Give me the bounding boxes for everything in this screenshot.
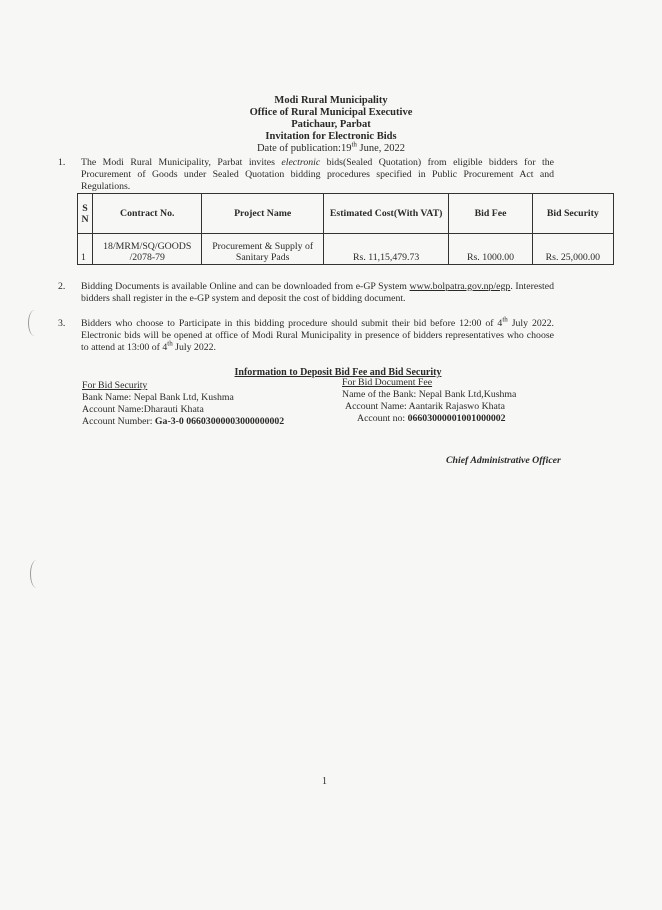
office-location: Patichaur, Parbat xyxy=(291,119,371,130)
egp-link[interactable]: www.bolpatra.gov.np/egp xyxy=(409,281,511,292)
col-contract-no: Contract No. xyxy=(93,194,202,234)
office-name: Office of Rural Municipal Executive xyxy=(249,107,413,118)
bid-security-heading: For Bid Security xyxy=(82,380,148,391)
table-row xyxy=(78,234,614,265)
cell-bid-fee: Rs. 1000.00 xyxy=(449,234,532,265)
clause-3-number: 3. xyxy=(58,318,66,329)
publication-date: Date of publication:19th June, 2022 xyxy=(256,140,406,154)
clause-2-text: Bidding Documents is available Online and can be downloaded from e-GP System www.bolpatra.gov.np/egp. Interested bidders shall register in the e-GP system and deposit the cost of bidding document. xyxy=(81,281,554,305)
cell-contract-no: 18/MRM/SQ/GOODS /2078-79 xyxy=(93,234,202,265)
scan-punch-mark xyxy=(28,310,41,336)
scan-punch-mark xyxy=(30,560,43,588)
bid-security-info xyxy=(82,380,284,428)
col-project-name: Project Name xyxy=(202,194,323,234)
signature-title: Chief Administrative Officer xyxy=(446,455,561,466)
col-sn: S N xyxy=(78,194,93,234)
clause-1-number: 1. xyxy=(58,157,66,168)
bid-security-bank: Bank Name: Nepal Bank Ltd, Kushma xyxy=(82,392,234,403)
bid-fee-bank: Name of the Bank: Nepal Bank Ltd,Kushma xyxy=(342,389,517,400)
bid-table xyxy=(77,193,614,265)
page-number: 1 xyxy=(322,776,327,787)
bid-fee-info xyxy=(342,377,516,425)
cell-project-name: Procurement & Supply of Sanitary Pads xyxy=(202,234,323,265)
table-header-row xyxy=(78,194,614,234)
bid-fee-account-name: Account Name: Aantarik Rajaswo Khata xyxy=(345,401,505,412)
clause-1-text: The Modi Rural Municipality, Parbat invites electronic bids(Sealed Quotation) from eligible bidders for the Procurement of Goods under Sealed Quotation bidding procedures specified in Public Procurement Act and Regulations. xyxy=(81,157,554,193)
deposit-info-title: Information to Deposit Bid Fee and Bid Security xyxy=(234,367,442,378)
bid-security-account-name: Account Name:Dharauti Khata xyxy=(82,404,204,415)
col-bid-fee: Bid Fee xyxy=(449,194,532,234)
col-bid-security: Bid Security xyxy=(532,194,613,234)
cell-bid-security: Rs. 25,000.00 xyxy=(532,234,613,265)
notice-title: Invitation for Electronic Bids xyxy=(265,131,397,142)
bid-security-account-number: Account Number: Ga-3-0 06603000003000000002 xyxy=(82,416,285,427)
clause-3-text: Bidders who choose to Participate in this bidding procedure should submit their bid before 12:00 of 4th July 2022. Electronic bids will be opened at office of Modi Rural Municipality in presence of bidders representatives who choose to attend at 13:00 of 4th July 2022. xyxy=(81,315,554,354)
col-estimated-cost: Estimated Cost(With VAT) xyxy=(323,194,448,234)
bid-fee-heading: For Bid Document Fee xyxy=(342,377,433,388)
clause-2-number: 2. xyxy=(58,281,66,292)
org-name: Modi Rural Municipality xyxy=(274,95,388,106)
cell-sn: 1 xyxy=(78,234,93,265)
cell-estimated-cost: Rs. 11,15,479.73 xyxy=(323,234,448,265)
bid-fee-account-number: Account no: 06603000001001000002 xyxy=(357,413,506,424)
